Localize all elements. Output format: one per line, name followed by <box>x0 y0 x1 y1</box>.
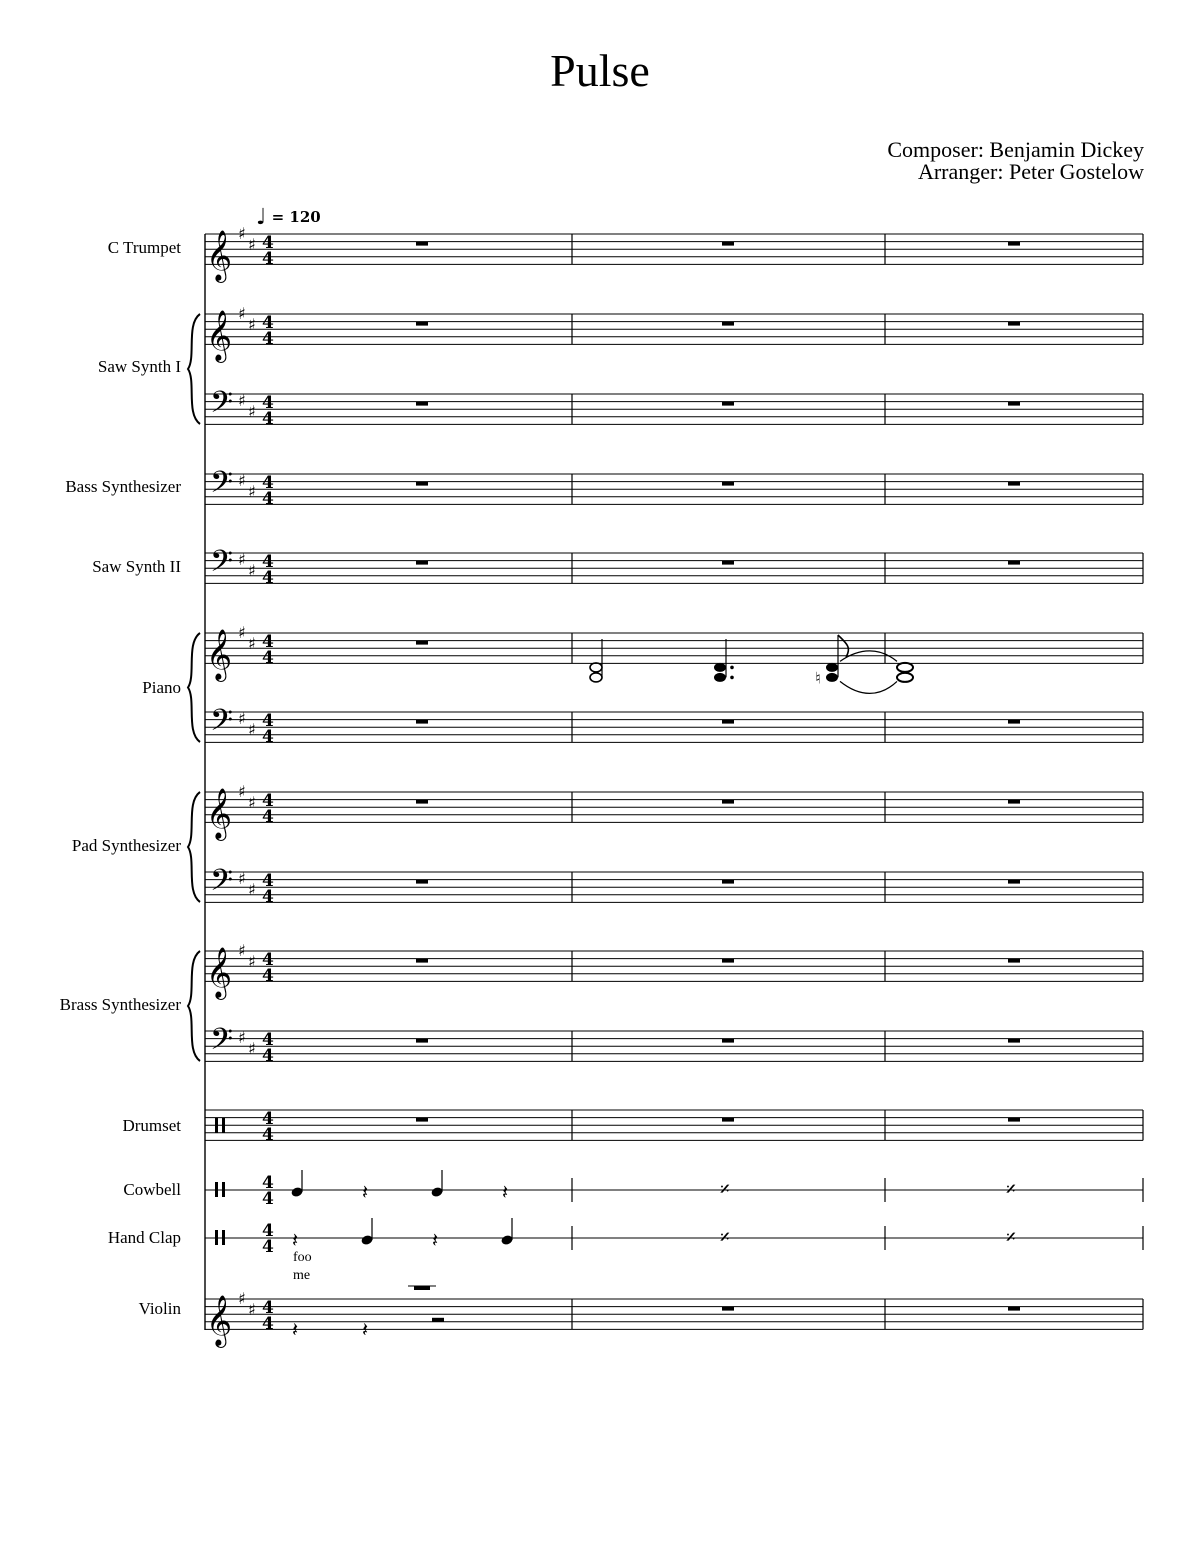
time-signature-numerator: 4 <box>262 552 274 572</box>
bass-clef-icon: 𝄢 <box>210 704 234 745</box>
bass-clef-icon: 𝄢 <box>210 864 234 905</box>
sharp-icon: ♯ <box>248 1300 256 1319</box>
time-signature-denominator: 4 <box>262 1314 274 1334</box>
bass-clef-icon: 𝄢 <box>210 1023 234 1064</box>
whole-rest <box>1008 959 1020 963</box>
whole-note-head <box>897 673 913 682</box>
whole-rest <box>416 720 428 724</box>
time-signature-denominator: 4 <box>262 966 274 986</box>
bass-clef-icon: 𝄢 <box>210 466 234 507</box>
whole-rest <box>1008 1307 1020 1311</box>
quarter-rest-icon: 𝄽 <box>362 1180 369 1204</box>
sharp-icon: ♯ <box>248 634 256 653</box>
whole-rest <box>722 800 734 804</box>
percussion-clef-icon <box>215 1182 218 1197</box>
eighth-note-head <box>826 673 838 682</box>
sharp-icon: ♯ <box>238 1289 246 1308</box>
sharp-icon: ♯ <box>248 793 256 812</box>
whole-rest <box>722 720 734 724</box>
time-signature-numerator: 4 <box>262 632 274 652</box>
whole-rest <box>1008 800 1020 804</box>
time-signature-denominator: 4 <box>262 489 274 509</box>
whole-rest <box>1008 720 1020 724</box>
whole-rest <box>416 561 428 565</box>
whole-rest <box>722 482 734 486</box>
whole-rest <box>414 1286 430 1290</box>
lyric-me: me <box>293 1268 311 1283</box>
whole-rest <box>1008 482 1020 486</box>
instrument-label-brass-synthesizer: Brass Synthesizer <box>59 995 181 1014</box>
measure-repeat-icon: 𝄎 <box>1006 1177 1016 1201</box>
brace-icon <box>188 951 200 1061</box>
brace-icon <box>188 792 200 902</box>
time-signature-denominator: 4 <box>262 648 274 668</box>
percussion-clef-icon <box>215 1118 218 1133</box>
sharp-icon: ♯ <box>248 315 256 334</box>
whole-rest <box>722 242 734 246</box>
whole-rest <box>416 322 428 326</box>
whole-rest <box>1008 880 1020 884</box>
whole-rest <box>722 322 734 326</box>
sharp-icon: ♯ <box>238 304 246 323</box>
natural-icon: ♮ <box>815 668 821 688</box>
whole-rest <box>722 880 734 884</box>
time-signature-denominator: 4 <box>262 409 274 429</box>
time-signature-numerator: 4 <box>262 1030 274 1050</box>
whole-rest <box>416 800 428 804</box>
instrument-label-hand-clap: Hand Clap <box>107 1228 181 1247</box>
percussion-clef-icon <box>222 1230 225 1245</box>
whole-rest <box>722 1039 734 1043</box>
quarter-rest-icon: 𝄽 <box>362 1317 369 1342</box>
treble-clef-icon: 𝄞 <box>206 230 233 281</box>
percussion-clef-icon <box>222 1118 225 1133</box>
bass-clef-icon: 𝄢 <box>210 386 234 427</box>
measure-repeat-icon: 𝄎 <box>720 1225 730 1249</box>
instrument-label-saw-synth-ii: Saw Synth II <box>92 557 181 576</box>
quarter-note-head <box>714 663 726 672</box>
percussion-clef-icon <box>222 1182 225 1197</box>
sharp-icon: ♯ <box>238 550 246 569</box>
sharp-icon: ♯ <box>238 782 246 801</box>
sharp-icon: ♯ <box>238 224 246 243</box>
half-note-head <box>590 663 602 672</box>
whole-rest <box>1008 402 1020 406</box>
time-signature-denominator: 4 <box>262 1189 274 1209</box>
time-signature-numerator: 4 <box>262 233 274 253</box>
whole-rest <box>1008 242 1020 246</box>
treble-clef-icon: 𝄞 <box>206 1295 233 1346</box>
brace-icon <box>188 633 200 742</box>
quarter-rest-icon: 𝄽 <box>292 1317 299 1342</box>
time-signature-denominator: 4 <box>262 727 274 747</box>
sharp-icon: ♯ <box>238 941 246 960</box>
whole-rest <box>1008 561 1020 565</box>
score-title: Pulse <box>550 45 650 96</box>
whole-rest <box>416 880 428 884</box>
time-signature-denominator: 4 <box>262 329 274 349</box>
instrument-label-c-trumpet: C Trumpet <box>107 238 181 257</box>
instrument-label-violin: Violin <box>138 1299 181 1318</box>
time-signature-numerator: 4 <box>262 473 274 493</box>
time-signature-numerator: 4 <box>262 791 274 811</box>
time-signature-numerator: 4 <box>262 1221 274 1241</box>
quarter-rest-icon: 𝄽 <box>292 1228 299 1252</box>
bass-clef-icon: 𝄢 <box>210 545 234 586</box>
sharp-icon: ♯ <box>238 471 246 490</box>
sharp-icon: ♯ <box>248 235 256 254</box>
eighth-note-head <box>826 663 838 672</box>
whole-rest <box>1008 1039 1020 1043</box>
half-rest <box>432 1318 444 1322</box>
half-note-head <box>590 673 602 682</box>
time-signature-numerator: 4 <box>262 1173 274 1193</box>
note-flag <box>838 635 848 657</box>
quarter-rest-icon: 𝄽 <box>432 1228 439 1252</box>
sharp-icon: ♯ <box>238 623 246 642</box>
treble-clef-icon: 𝄞 <box>206 310 233 361</box>
quarter-note-icon: ♩ <box>256 204 267 230</box>
time-signature-numerator: 4 <box>262 711 274 731</box>
time-signature-denominator: 4 <box>262 249 274 269</box>
whole-rest <box>722 1118 734 1122</box>
measure-repeat-icon: 𝄎 <box>720 1177 730 1201</box>
tie <box>840 681 897 693</box>
time-signature-numerator: 4 <box>262 1298 274 1318</box>
sharp-icon: ♯ <box>248 402 256 421</box>
time-signature-denominator: 4 <box>262 1237 274 1257</box>
whole-rest <box>722 561 734 565</box>
time-signature-denominator: 4 <box>262 887 274 907</box>
sharp-icon: ♯ <box>238 869 246 888</box>
sharp-icon: ♯ <box>248 561 256 580</box>
time-signature-denominator: 4 <box>262 807 274 827</box>
whole-rest <box>1008 1118 1020 1122</box>
treble-clef-icon: 𝄞 <box>206 947 233 998</box>
whole-rest <box>416 1039 428 1043</box>
whole-rest <box>416 402 428 406</box>
whole-rest <box>416 641 428 645</box>
augmentation-dot <box>730 666 734 670</box>
instrument-label-cowbell: Cowbell <box>123 1180 181 1199</box>
sharp-icon: ♯ <box>248 720 256 739</box>
quarter-note-head <box>714 673 726 682</box>
time-signature-numerator: 4 <box>262 950 274 970</box>
time-signature-numerator: 4 <box>262 871 274 891</box>
brace-icon <box>188 314 200 424</box>
sharp-icon: ♯ <box>238 391 246 410</box>
whole-rest <box>722 402 734 406</box>
instrument-label-drumset: Drumset <box>122 1116 181 1135</box>
instrument-label-bass-synthesizer: Bass Synthesizer <box>65 477 181 496</box>
arranger-credit: Arranger: Peter Gostelow <box>917 159 1144 184</box>
instrument-label-saw-synth-i: Saw Synth I <box>97 357 181 376</box>
instrument-label-piano: Piano <box>142 678 181 697</box>
quarter-rest-icon: 𝄽 <box>502 1180 509 1204</box>
whole-note-head <box>897 663 913 672</box>
time-signature-denominator: 4 <box>262 1046 274 1066</box>
composer-credit: Composer: Benjamin Dickey <box>887 137 1144 162</box>
treble-clef-icon: 𝄞 <box>206 788 233 839</box>
whole-rest <box>722 1307 734 1311</box>
whole-rest <box>722 959 734 963</box>
sharp-icon: ♯ <box>238 709 246 728</box>
treble-clef-icon: 𝄞 <box>206 629 233 680</box>
whole-rest <box>416 959 428 963</box>
sharp-icon: ♯ <box>248 482 256 501</box>
time-signature-numerator: 4 <box>262 1109 274 1129</box>
measure-repeat-icon: 𝄎 <box>1006 1225 1016 1249</box>
time-signature-numerator: 4 <box>262 393 274 413</box>
sharp-icon: ♯ <box>248 1039 256 1058</box>
time-signature-denominator: 4 <box>262 568 274 588</box>
lyric-foo: foo <box>293 1250 312 1265</box>
instrument-label-pad-synthesizer: Pad Synthesizer <box>71 836 181 855</box>
tempo-value: = 120 <box>271 208 321 226</box>
whole-rest <box>416 482 428 486</box>
augmentation-dot <box>730 676 734 680</box>
sharp-icon: ♯ <box>248 880 256 899</box>
whole-rest <box>416 242 428 246</box>
whole-rest <box>1008 322 1020 326</box>
time-signature-numerator: 4 <box>262 313 274 333</box>
sharp-icon: ♯ <box>238 1028 246 1047</box>
sharp-icon: ♯ <box>248 952 256 971</box>
percussion-clef-icon <box>215 1230 218 1245</box>
time-signature-denominator: 4 <box>262 1125 274 1145</box>
whole-rest <box>416 1118 428 1122</box>
